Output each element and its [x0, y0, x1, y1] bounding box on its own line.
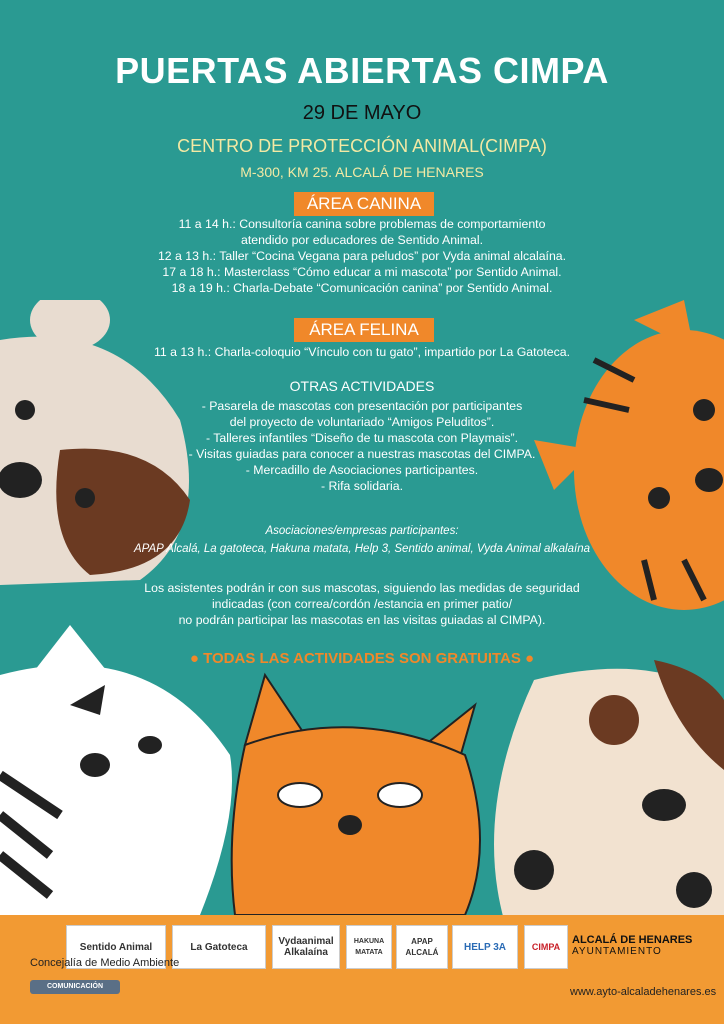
- list-item: - Mercadillo de Asociaciones participantes.: [245, 463, 479, 477]
- pets-note: [0, 580, 724, 628]
- spotted-dog-right-illustration: [474, 660, 724, 920]
- list-item: 11 a 14 h.: Consultoría canina sobre problemas de comportamiento: [178, 217, 546, 231]
- website-link[interactable]: www.ayto-alcaladehenares.es: [570, 986, 717, 998]
- sentido-animal-logo: Sentido Animal: [66, 925, 166, 969]
- list-item: - Rifa solidaria.: [320, 479, 403, 493]
- list-item: 11 a 13 h.: Charla-coloquio “Vínculo con tu gato”, impartido por La Gatoteca.: [153, 345, 571, 359]
- area-canina-list: [0, 216, 724, 296]
- list-item: del proyecto de voluntariado “Amigos Peluditos”.: [229, 415, 495, 429]
- hakuna-matata-logo: HAKUNA MATATA: [346, 925, 392, 969]
- comunicacion-badge: COMUNICACIÓN: [30, 980, 120, 994]
- list-item: 12 a 13 h.: Taller “Cocina Vegana para peludos” por Vyda animal alcalaína.: [157, 249, 567, 263]
- note-line: indicadas (con correa/cordón /estancia en primer patio/: [211, 597, 513, 611]
- help-3a-logo: HELP 3A: [452, 925, 518, 969]
- list-item: 17 a 18 h.: Masterclass “Cómo educar a mi mascota” por Sentido Animal.: [162, 265, 562, 279]
- area-felina-list: [0, 344, 724, 360]
- list-item: 18 a 19 h.: Charla-Debate “Comunicación canina” por Sentido Animal.: [171, 281, 553, 295]
- la-gatoteca-logo: La Gatoteca: [172, 925, 266, 969]
- note-line: Los asistentes podrán ir con sus mascotas, siguiendo las medidas de seguridad: [144, 581, 580, 595]
- area-canina-label: ÁREA CANINA: [294, 192, 434, 216]
- asociaciones-list: APAP Alcalá, La gatoteca, Hakuna matata, Help 3, Sentido animal, Vyda Animal alkalaína: [133, 543, 590, 555]
- apap-alcala-logo: APAP ALCALÁ: [396, 925, 448, 969]
- otras-actividades-list: [0, 398, 724, 494]
- concejalia-label: Concejalía de Medio Ambiente: [30, 957, 180, 969]
- center-name: CENTRO DE PROTECCIÓN ANIMAL(CIMPA): [177, 136, 547, 156]
- otras-actividades-title: OTRAS ACTIVIDADES: [289, 378, 435, 394]
- list-item: - Talleres infantiles “Diseño de tu mascota con Playmais”.: [205, 431, 519, 445]
- note-line: no podrán participar las mascotas en las visitas guiadas al CIMPA).: [178, 613, 546, 627]
- orange-cat-illustration: [225, 665, 495, 915]
- area-felina-label: ÁREA FELINA: [294, 318, 434, 342]
- list-item: - Pasarela de mascotas con presentación por participantes: [201, 399, 523, 413]
- vyda-animal-logo: Vydaanimal Alkalaína: [272, 925, 340, 969]
- list-item: atendido por educadores de Sentido Animal.: [240, 233, 483, 247]
- event-date: 29 DE MAYO: [302, 102, 422, 124]
- center-address: M-300, KM 25. ALCALÁ DE HENARES: [240, 164, 484, 180]
- free-activities-banner: ● TODAS LAS ACTIVIDADES SON GRATUITAS ●: [189, 650, 535, 667]
- cimpa-logo: CIMPA: [524, 925, 568, 969]
- ayuntamiento-logo: ALCALÁ DE HENARES AYUNTAMIENTO: [572, 934, 693, 957]
- asociaciones-title: Asociaciones/empresas participantes:: [265, 525, 459, 537]
- list-item: - Visitas guiadas para conocer a nuestras mascotas del CIMPA.: [188, 447, 536, 461]
- page-title: PUERTAS ABIERTAS CIMPA: [115, 50, 609, 91]
